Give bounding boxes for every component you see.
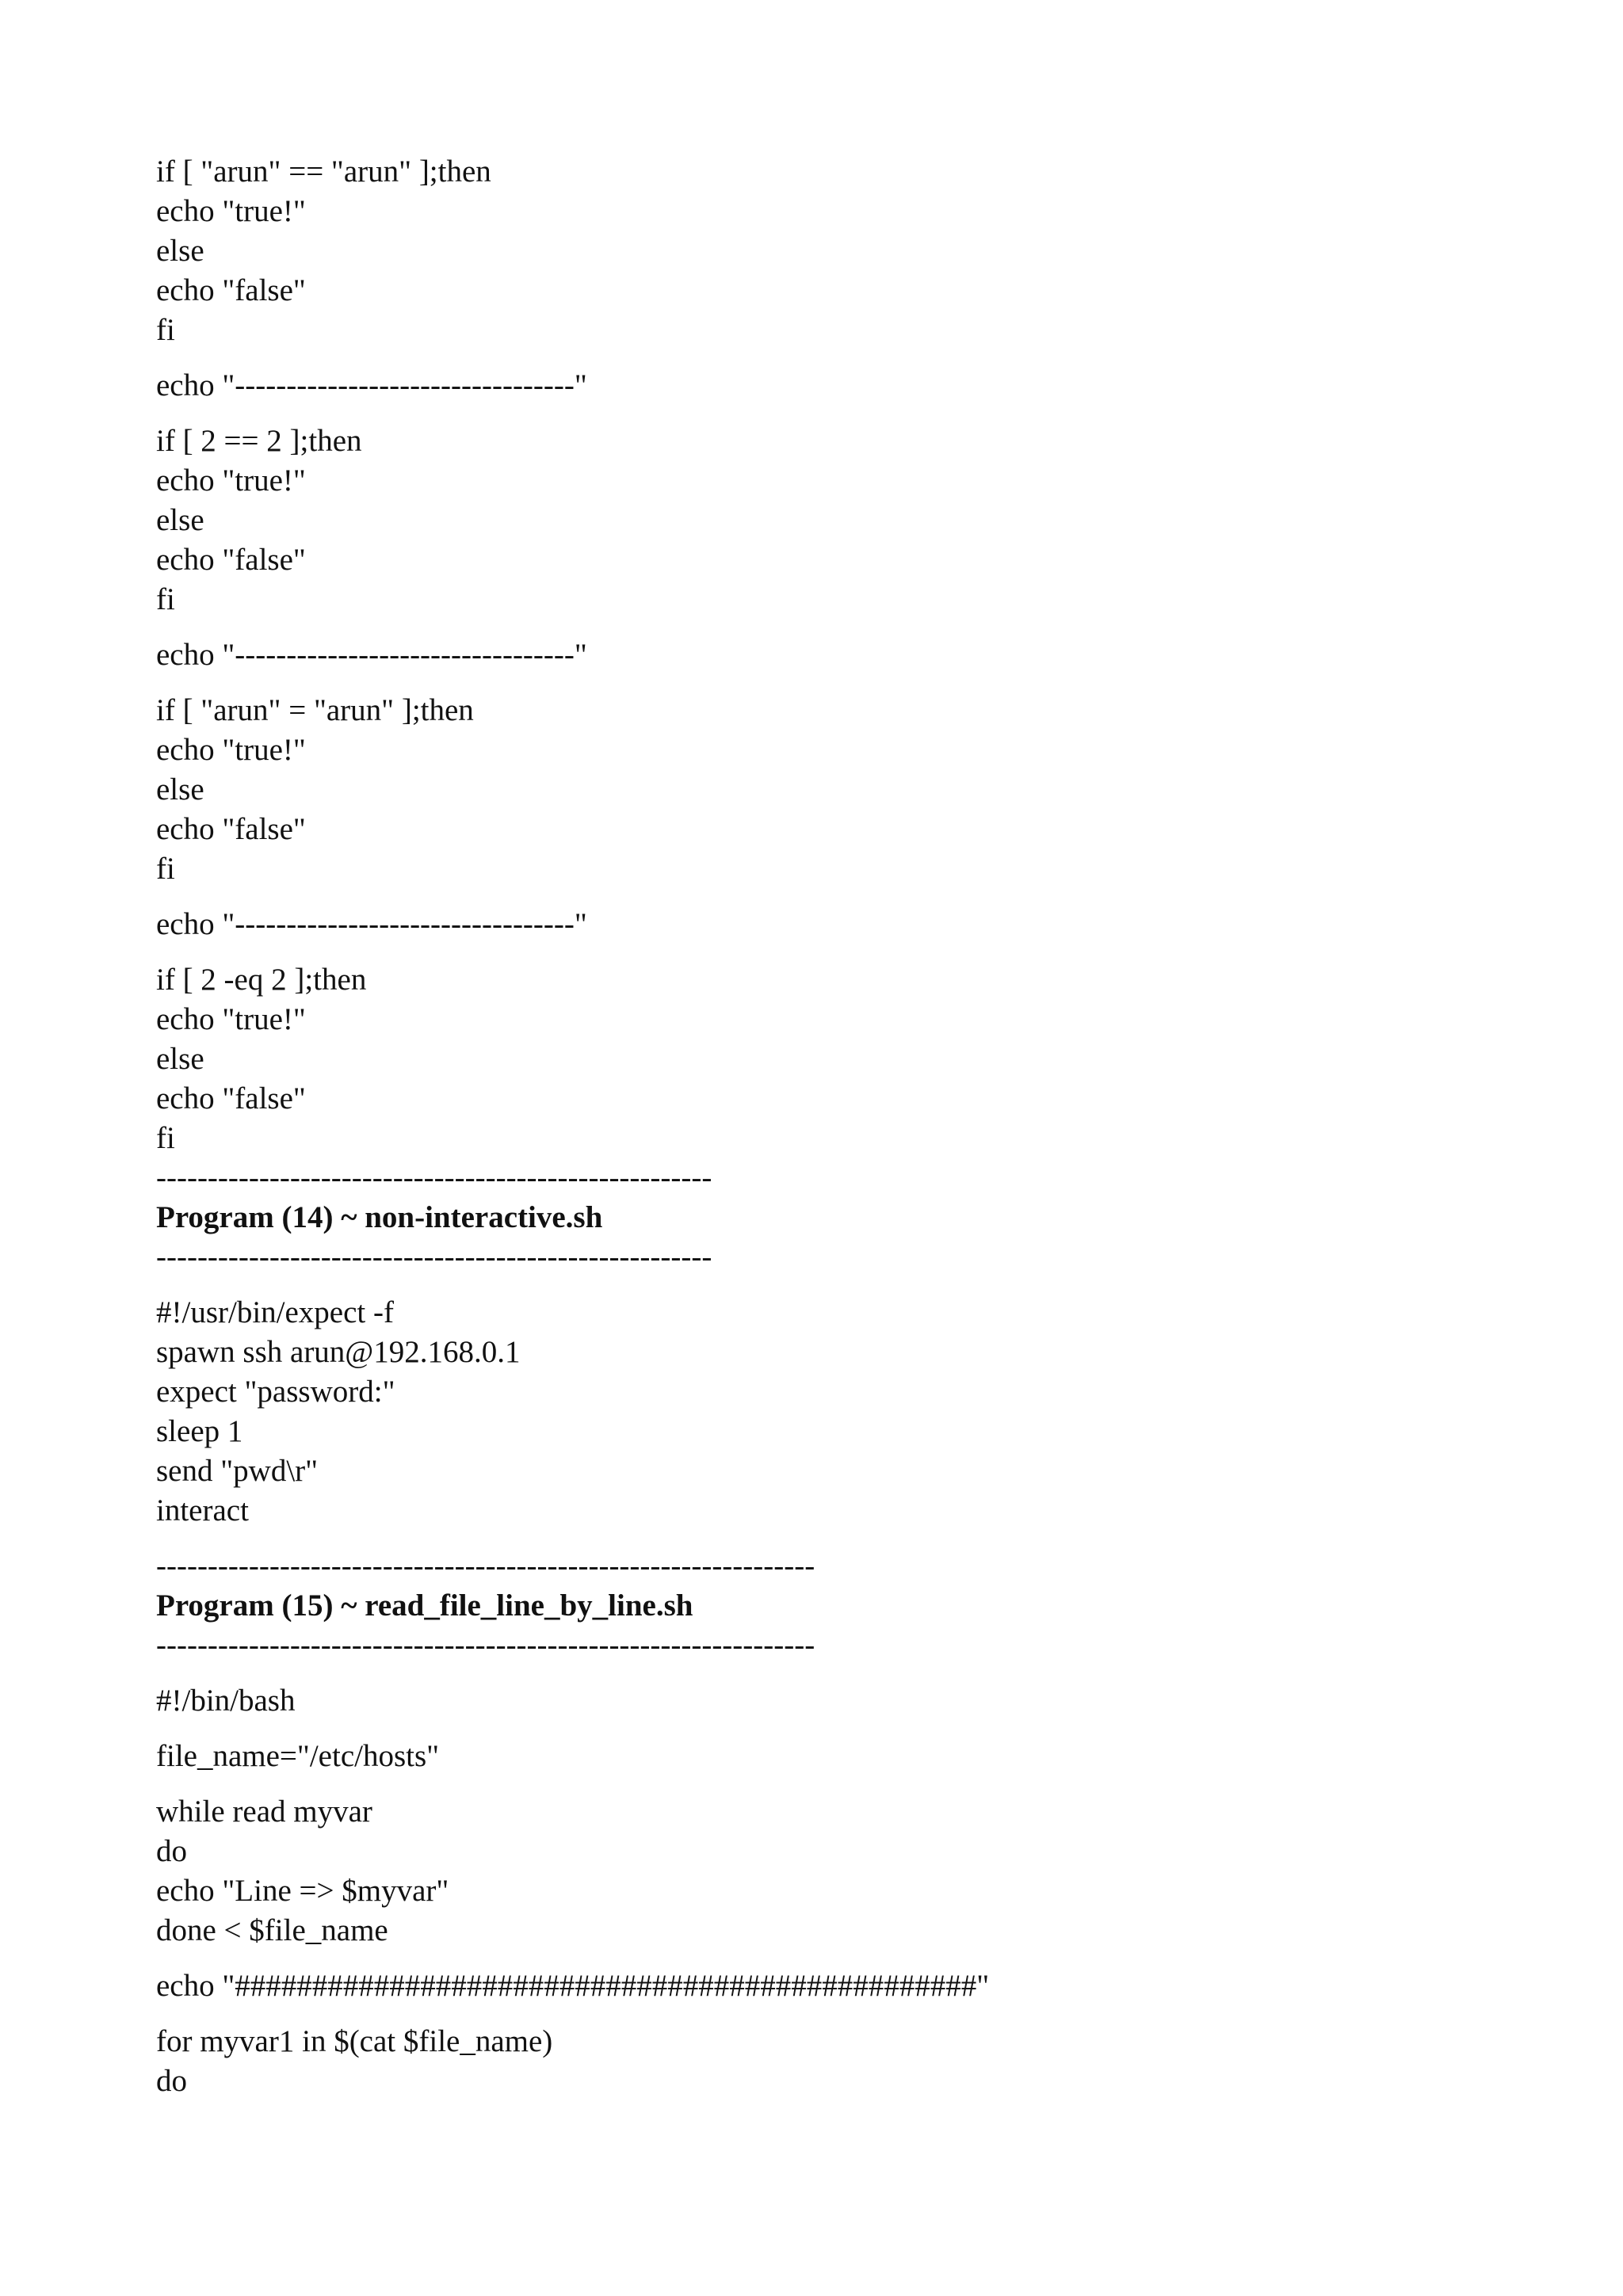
code-line: echo "false" (156, 812, 306, 846)
divider-line: ------------------------------------------------------ (156, 1161, 712, 1195)
program-15-code (156, 1681, 1543, 1721)
code-line: if [ 2 == 2 ];then (156, 424, 362, 458)
code-line: send "pwd\r" (156, 1454, 319, 1488)
code-line: echo "true!" (156, 1002, 306, 1036)
code-line: fi (156, 1121, 175, 1155)
code-line: if [ "arun" == "arun" ];then (156, 154, 491, 189)
code-line: fi (156, 313, 175, 347)
code-block (156, 635, 1543, 675)
code-line: fi (156, 852, 175, 886)
code-line: echo "################################################" (156, 1969, 990, 2003)
program-14-header (156, 1158, 1543, 1277)
code-line: echo "false" (156, 543, 306, 577)
code-block (156, 960, 1543, 1158)
code-line: else (156, 503, 204, 537)
code-line: expect "password:" (156, 1375, 395, 1409)
program-15-code (156, 1737, 1543, 1776)
divider-line: ---------------------------------------------------------------- (156, 1549, 815, 1583)
code-line: do (156, 2064, 187, 2098)
program-15-title: Program (15) ~ read_file_line_by_line.sh (156, 1589, 693, 1623)
code-line: echo "---------------------------------" (156, 638, 587, 672)
code-line: echo "---------------------------------" (156, 907, 587, 941)
code-block (156, 691, 1543, 889)
divider-line: ------------------------------------------------------ (156, 1240, 712, 1274)
code-line: else (156, 772, 204, 807)
program-15-code (156, 1792, 1543, 1951)
divider-line: ---------------------------------------------------------------- (156, 1628, 815, 1662)
code-block (156, 152, 1543, 350)
code-block (156, 905, 1543, 944)
code-line: #!/usr/bin/expect -f (156, 1295, 394, 1329)
program-14-title: Program (14) ~ non-interactive.sh (156, 1200, 603, 1234)
code-line: do (156, 1834, 187, 1868)
code-line: echo "true!" (156, 194, 306, 228)
code-line: echo "false" (156, 273, 306, 307)
program-15-code (156, 1966, 1543, 2006)
code-line: file_name="/etc/hosts" (156, 1739, 440, 1773)
code-block (156, 366, 1543, 406)
code-line: else (156, 1042, 204, 1076)
code-line: if [ 2 -eq 2 ];then (156, 963, 367, 997)
code-line: done < $file_name (156, 1913, 388, 1947)
program-14-code (156, 1293, 1543, 1531)
code-line: sleep 1 (156, 1414, 243, 1448)
code-line: interact (156, 1493, 249, 1527)
code-line: #!/bin/bash (156, 1684, 296, 1718)
program-15-code (156, 2022, 1543, 2101)
code-line: echo "false" (156, 1081, 306, 1116)
code-listing (156, 152, 1543, 2117)
code-line: while read myvar (156, 1794, 372, 1829)
code-line: echo "---------------------------------" (156, 368, 587, 402)
code-line: for myvar1 in $(cat $file_name) (156, 2024, 553, 2058)
code-line: fi (156, 582, 175, 616)
code-line: echo "true!" (156, 463, 306, 498)
code-block (156, 421, 1543, 620)
code-line: echo "true!" (156, 733, 306, 767)
code-line: else (156, 234, 204, 268)
code-line: spawn ssh arun@192.168.0.1 (156, 1335, 521, 1369)
program-15-header (156, 1547, 1543, 1665)
code-line: echo "Line => $myvar" (156, 1874, 449, 1908)
code-line: if [ "arun" = "arun" ];then (156, 693, 474, 727)
